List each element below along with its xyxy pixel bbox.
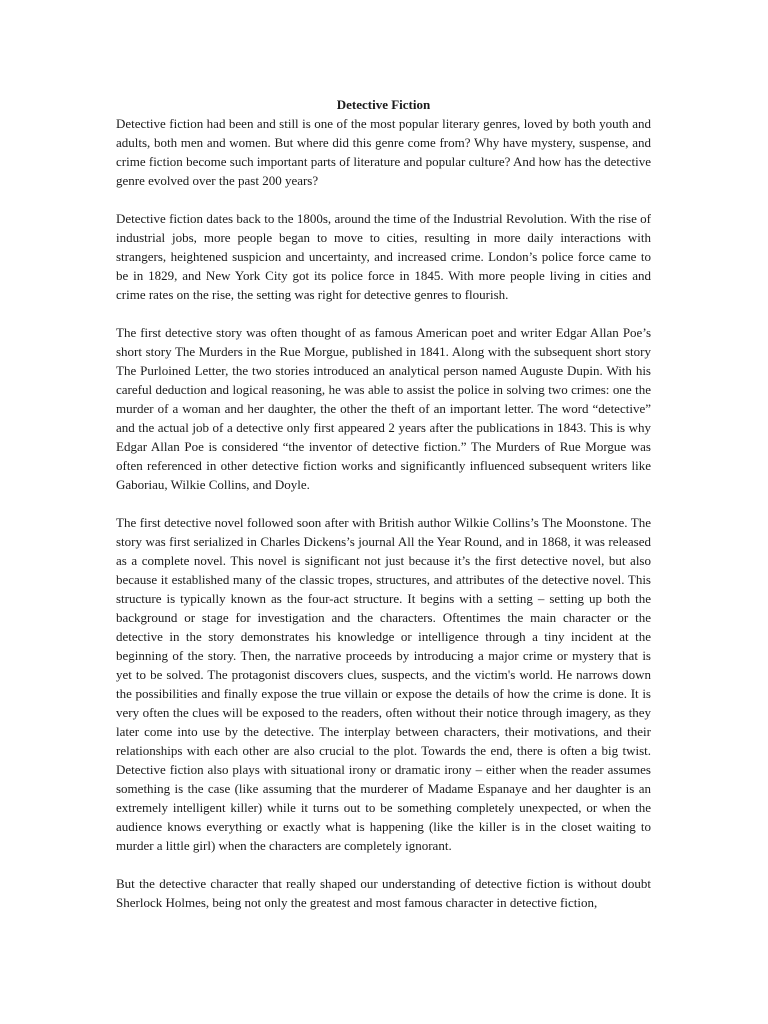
document-page	[116, 95, 651, 912]
paragraph-5: But the detective character that really shaped our understanding of detective fiction is without doubt Sherlock Holmes, being not only the greatest and most famous character in detective fiction,	[116, 876, 651, 910]
paragraph-1: Detective fiction had been and still is one of the most popular literary genres, loved by both youth and adults, both men and women. But where did this genre come from? Why have mystery, suspense, and crime fiction become such important parts of literature and popular culture? And how has the detective genre evolved over the past 200 years?	[116, 116, 651, 188]
document-title: Detective Fiction	[336, 97, 431, 112]
paragraph-2: Detective fiction dates back to the 1800s, around the time of the Industrial Revolution. With the rise of industrial jobs, more people began to move to cities, resulting in more daily interactions with strangers, heightened suspicion and uncertainty, and increased crime. London’s police force came to be in 1829, and New York City got its police force in 1845. With more people living in cities and crime rates on the rise, the setting was right for detective genres to flourish.	[116, 211, 651, 302]
paragraph-4: The first detective novel followed soon after with British author Wilkie Collins’s The Moonstone. The story was first serialized in Charles Dickens’s journal All the Year Round, and in 1868, it was released as a complete novel. This novel is significant not just because it’s the first detective novel, but also because it established many of the classic tropes, structures, and attributes of the detective novel. This structure is typically known as the four-act structure. It begins with a setting – setting up both the background or stage for investigation and the characters. Oftentimes the main character or the detective in the story demonstrates his knowledge or intelligence through a tiny incident at the beginning of the story. Then, the narrative proceeds by introducing a major crime or mystery that is yet to be solved. The protagonist discovers clues, suspects, and the victim's world. He narrows down the possibilities and finally expose the true villain or expose the details of how the crime is done. It is very often the clues will be exposed to the readers, often without their notice through imagery, as they later come into use by the detective. The interplay between characters, their motivations, and their relationships with each other are also crucial to the plot. Towards the end, there is often a big twist. Detective fiction also plays with situational irony or dramatic irony – either when the reader assumes something is the case (like assuming that the murderer of Madame Espanaye and her daughter is an extremely intelligent killer) while it turns out to be something completely unexpected, or when the audience knows everything or exactly what is happening (like the killer is in the closet waiting to murder a little girl) when the characters are completely ignorant.	[116, 515, 651, 853]
paragraph-3: The first detective story was often thought of as famous American poet and writer Edgar Allan Poe’s short story The Murders in the Rue Morgue, published in 1841. Along with the subsequent short story The Purloined Letter, the two stories introduced an analytical person named Auguste Dupin. With his careful deduction and logical reasoning, he was able to assist the police in solving two crimes: one the murder of a woman and her daughter, the other the theft of an important letter. The word “detective” and the actual job of a detective only first appeared 2 years after the publications in 1843. This is why Edgar Allan Poe is considered “the inventor of detective fiction.” The Murders of Rue Morgue was often referenced in other detective fiction works and significantly influenced subsequent writers like Gaboriau, Wilkie Collins, and Doyle.	[116, 325, 651, 492]
